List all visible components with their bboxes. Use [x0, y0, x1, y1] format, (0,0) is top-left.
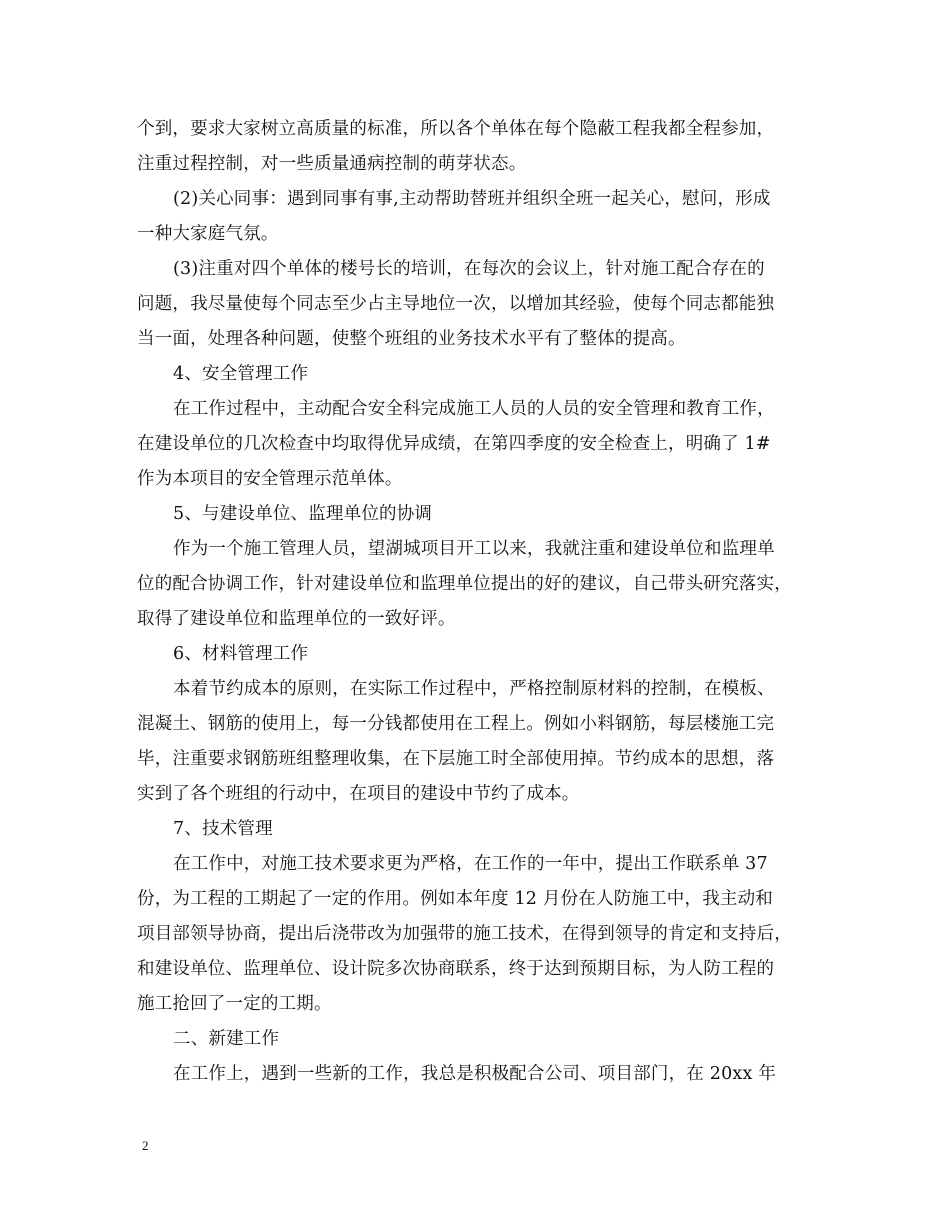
text-line: 5、与建设单位、监理单位的协调 — [173, 504, 433, 524]
text-line: (3)注重对四个单体的楼号长的培训，在每次的会议上，针对施工配合存在的 — [173, 259, 765, 279]
text-line: 6、材料管理工作 — [173, 644, 309, 664]
text-line: 7、技术管理 — [173, 819, 273, 839]
text-line: 施工抢回了一定的工期。 — [137, 994, 332, 1014]
document-body — [137, 112, 817, 1092]
text-line: 在工作中，对施工技术要求更为严格，在工作的一年中，提出工作联系单 37 — [173, 854, 768, 874]
text-line: 在工作上，遇到一些新的工作，我总是积极配合公司、项目部门，在 20xx 年 — [173, 1064, 777, 1084]
text-line: 当一面，处理各种问题，使整个班组的业务技术水平有了整体的提高。 — [137, 329, 686, 349]
page-number: 2 — [142, 1138, 149, 1153]
text-line: 份，为工程的工期起了一定的作用。例如本年度 12 月份在人防施工中，我主动和 — [137, 889, 773, 909]
text-line: 项目部领导协商，提出后浇带改为加强带的施工技术，在得到领导的肯定和支持后， — [137, 924, 792, 944]
text-line: (2)关心同事：遇到同事有事,主动帮助替班并组织全班一起关心，慰问，形成 — [173, 189, 771, 209]
text-line: 位的配合协调工作，针对建设单位和监理单位提出的好的建议，自己带头研究落实， — [137, 574, 792, 594]
text-line: 毕，注重要求钢筋班组整理收集，在下层施工时全部使用掉。节约成本的思想，落 — [137, 749, 775, 769]
text-line: 在工作过程中，主动配合安全科完成施工人员的人员的安全管理和教育工作， — [173, 399, 775, 419]
text-line: 混凝土、钢筋的使用上，每一分钱都使用在工程上。例如小料钢筋，每层楼施工完 — [137, 714, 775, 734]
text-line: 作为本项目的安全管理示范单体。 — [137, 469, 403, 489]
text-line: 在建设单位的几次检查中均取得优异成绩，在第四季度的安全检查上，明确了 1# — [137, 434, 771, 454]
text-line: 和建设单位、监理单位、设计院多次协商联系，终于达到预期目标，为人防工程的 — [137, 959, 775, 979]
text-line: 本着节约成本的原则，在实际工作过程中，严格控制原材料的控制，在模板、 — [173, 679, 775, 699]
text-line: 取得了建设单位和监理单位的一致好评。 — [137, 609, 456, 629]
text-line: 实到了各个班组的行动中，在项目的建设中节约了成本。 — [137, 784, 580, 804]
text-line: 一种大家庭气氛。 — [137, 224, 279, 244]
text-line: 注重过程控制，对一些质量通病控制的萌芽状态。 — [137, 154, 527, 174]
text-line: 4、安全管理工作 — [173, 364, 309, 384]
text-line: 个到，要求大家树立高质量的标准，所以各个单体在每个隐蔽工程我都全程参加， — [137, 119, 775, 139]
text-line: 作为一个施工管理人员，望湖城项目开工以来，我就注重和建设单位和监理单 — [173, 539, 775, 559]
text-line: 问题，我尽量使每个同志至少占主导地位一次，以增加其经验，使每个同志都能独 — [137, 294, 775, 314]
text-line: 二、新建工作 — [173, 1029, 280, 1049]
